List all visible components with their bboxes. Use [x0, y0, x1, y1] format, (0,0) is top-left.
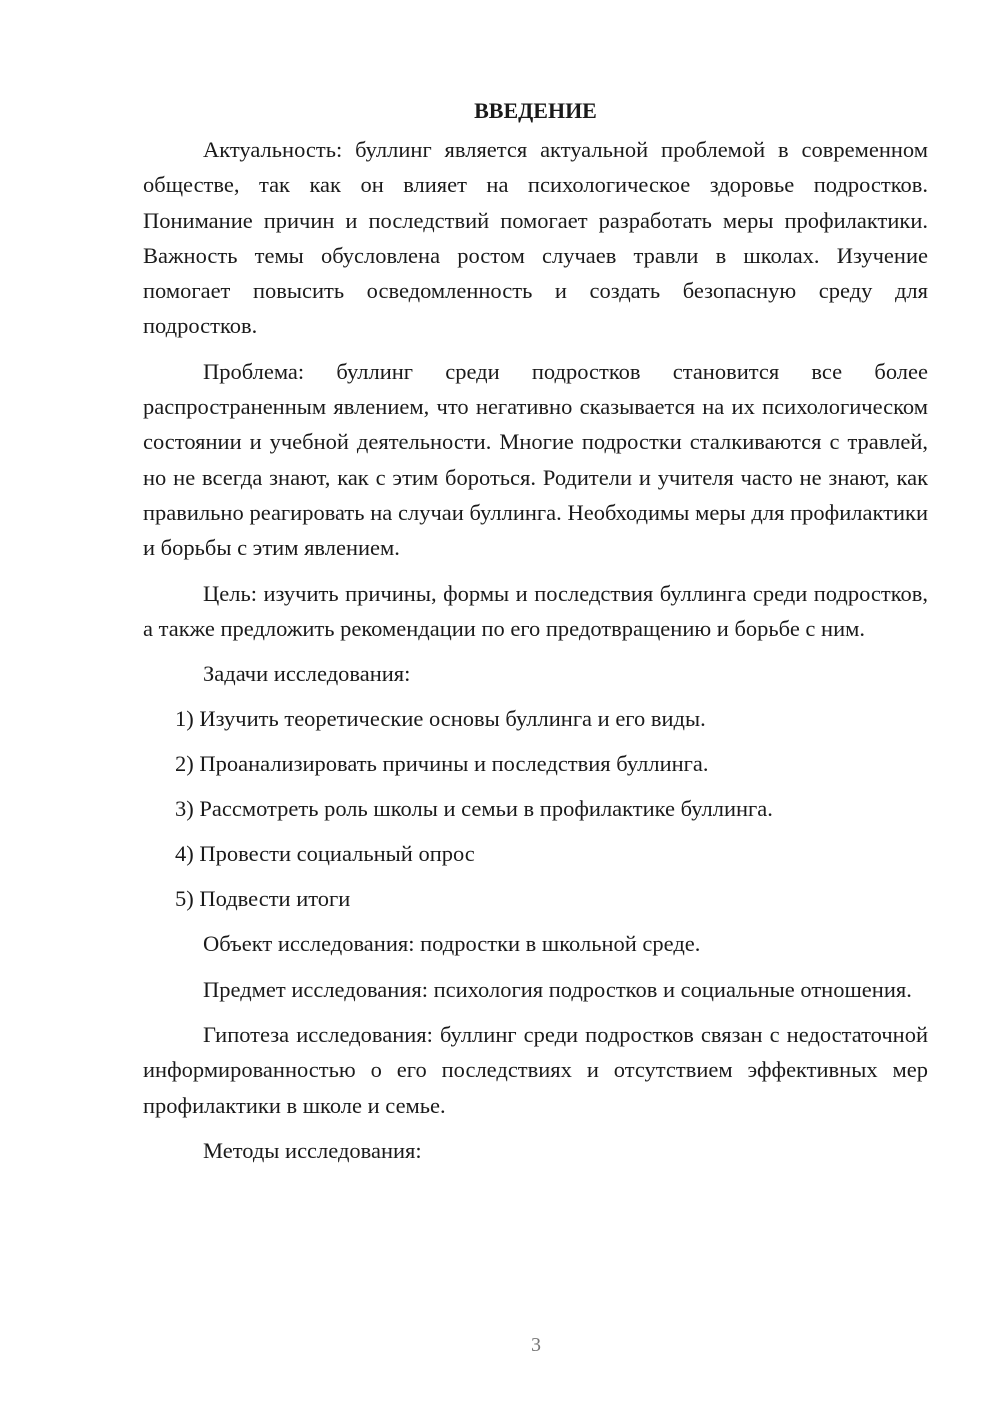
paragraph-tasks-heading: Задачи исследования: [203, 661, 411, 687]
document-page [143, 96, 928, 1178]
paragraph-relevance: Актуальность: буллинг является актуальной проблемой в современном обществе, так как он влияет на психологическое здоровье подростков. Понимание причин и последствий помогает разработать меры профилактики. Важность темы обусловлена ростом случаев травли в школах. Изучение помогает повысить осведомленность и создать безопасную среду для подростков. [143, 137, 928, 339]
paragraph-hypothesis: Гипотеза исследования: буллинг среди подростков связан с недостаточной информированностью о его последствиях и отсутствием эффективных мер профилактики в школе и семье. [143, 1022, 928, 1118]
tasks-list [143, 701, 928, 916]
paragraph-subject: Предмет исследования: психология подростков и социальные отношения. [203, 976, 912, 1002]
list-item: 3) Рассмотреть роль школы и семьи в профилактике буллинга. [175, 796, 773, 822]
page-number: 3 [531, 1334, 541, 1356]
paragraph-problem: Проблема: буллинг среди подростков становится все более распространенным явлением, что негативно сказывается на их психологическом состоянии и учебной деятельности. Многие подростки сталкиваются с травлей, но не всегда знают, как с этим бороться. Родители и учителя часто не знают, как правильно реагировать на случаи буллинга. Необходимы меры для профилактики и борьбы с этим явлением. [143, 358, 928, 561]
paragraph-methods: Методы исследования: [203, 1137, 422, 1163]
section-title: ВВЕДЕНИЕ [474, 98, 597, 123]
list-item: 4) Провести социальный опрос [175, 841, 475, 867]
list-item: 5) Подвести итоги [175, 886, 351, 912]
list-item: 2) Проанализировать причины и последствия буллинга. [175, 751, 709, 777]
paragraph-object: Объект исследования: подростки в школьной среде. [203, 931, 701, 957]
paragraph-goal: Цель: изучить причины, формы и последствия буллинга среди подростков, а также предложить рекомендации по его предотвращению и борьбе с ним. [143, 580, 928, 641]
list-item: 1) Изучить теоретические основы буллинга и его виды. [175, 706, 706, 732]
